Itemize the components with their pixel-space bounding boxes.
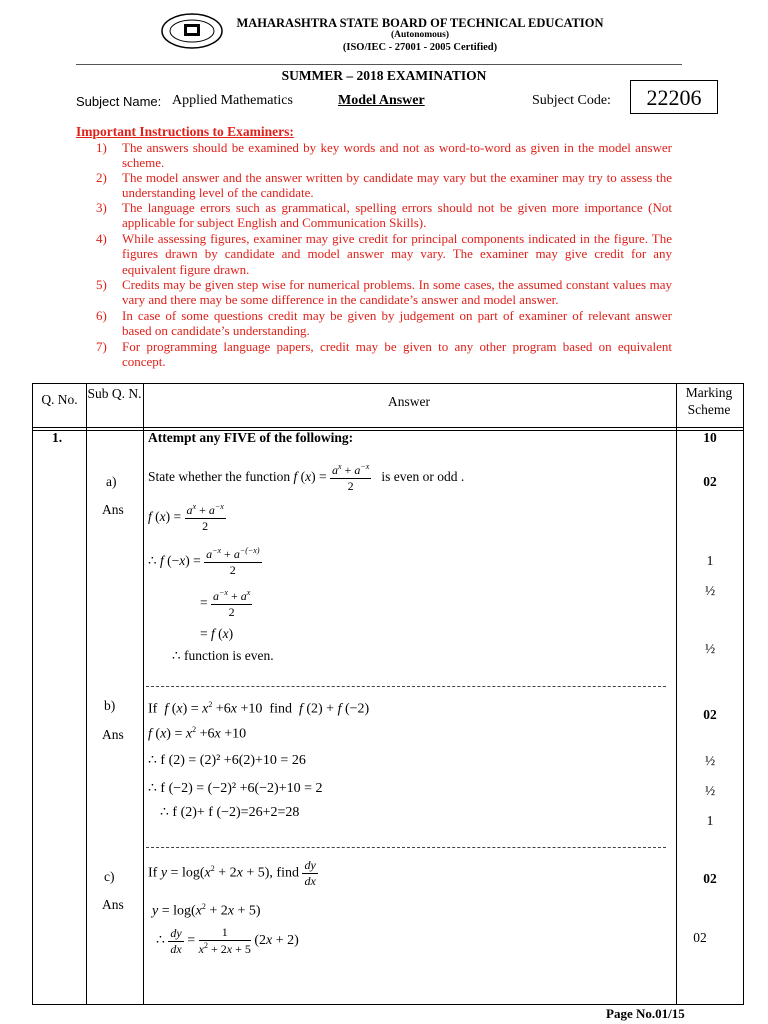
- instruction-number: 4): [96, 231, 107, 246]
- exam-title: SUMMER – 2018 EXAMINATION: [281, 68, 487, 83]
- instruction-number: 3): [96, 200, 107, 215]
- header-divider: [76, 64, 682, 65]
- sub-a-ans: Ans: [102, 502, 124, 517]
- instruction-text: The answers should be examined by key words and not as word-to-word as given in the model answer scheme.: [122, 140, 672, 171]
- question-number: 1.: [52, 430, 63, 445]
- c-mark-1: 02: [693, 930, 707, 945]
- b-mark-1: ½: [704, 753, 716, 768]
- divider-b-c: [146, 847, 666, 848]
- instruction-text: For programming language papers, credit may be given to any other program based on equivalent concept.: [122, 339, 672, 370]
- a-step2: ∴ f (−x) = $\frac{a^{-x} + a^{-(-x)}}{2}$: [148, 546, 260, 577]
- instruction-number: 2): [96, 170, 107, 185]
- sub-c-marks: 02: [703, 871, 717, 886]
- msbte-logo: [160, 12, 224, 50]
- instruction-text: Credits may be given step wise for numerical problems. In some cases, the assumed constant values may vary and there may be some difference in the candidate’s answer and model answer.: [122, 277, 672, 308]
- sub-a-question: State whether the function f (x) = $\frac{a^x + a^{-x}}{2}$ is even or odd .: [148, 462, 465, 493]
- sub-b-marks: 02: [703, 707, 717, 722]
- b-step3: ∴ f (−2) = (−2)² +6(−2)+10 = 2: [148, 781, 323, 796]
- col-q-no: Q. No.: [41, 392, 78, 407]
- a-step3: = $\frac{a^{-x} + a^x}{2}$: [200, 588, 251, 619]
- instruction-text: The model answer and the answer written by candidate may vary but the examiner may try to assess the understanding level of the candidate.: [122, 170, 672, 201]
- question-marks: 10: [703, 430, 717, 445]
- instruction-number: 1): [96, 140, 107, 155]
- b-step2: ∴ f (2) = (2)² +6(2)+10 = 26: [148, 753, 306, 768]
- subject-code: 22206: [630, 80, 718, 114]
- sub-a-label: a): [106, 474, 117, 489]
- instructions-title: Important Instructions to Examiners:: [76, 124, 294, 139]
- model-answer: Model Answer: [338, 93, 425, 108]
- col-marks: Marking Scheme: [685, 385, 733, 417]
- b-mark-2: ½: [704, 783, 716, 798]
- a-step4: = f (x): [200, 626, 234, 641]
- sub-c-ans: Ans: [102, 897, 124, 912]
- divider-a-b: [146, 686, 666, 687]
- instruction-number: 7): [96, 339, 107, 354]
- instruction-number: 6): [96, 308, 107, 323]
- board-name: MAHARASHTRA STATE BOARD OF TECHNICAL EDUCATION: [236, 16, 604, 30]
- page-number: Page No.01/15: [606, 1006, 685, 1021]
- b-step1: f $(x) = x^2 +6x +10$: [148, 725, 247, 742]
- a-mark-2: ½: [704, 583, 716, 598]
- certification: (ISO/IEC - 27001 - 2005 Certified): [342, 42, 498, 53]
- instruction-text: While assessing figures, examiner may give credit for principal components indicated in the figure. The figures drawn by candidate and model answer may vary. The examiner may give credit for any equivalent figure drawn.: [122, 231, 672, 277]
- b-mark-3: 1: [706, 813, 714, 828]
- instruction-number: 5): [96, 277, 107, 292]
- c-step2: ∴ $\frac{dy}{dx}$ = $\frac{1}{x^2 + 2x + 5}$ (2x + 2): [156, 925, 299, 956]
- c-step1: $y = \log(x^2 + 2x + 5)$: [152, 902, 261, 919]
- sub-b-label: b): [104, 698, 116, 713]
- a-conclusion: ∴ function is even.: [172, 648, 274, 663]
- subject-label: Subject Name:: [76, 94, 162, 109]
- sub-c-question: If $y = \log(x^2 + 2x + 5)$, find $\frac{dy}{dx}$: [148, 858, 316, 888]
- sub-c-label: c): [104, 869, 115, 884]
- b-step4: ∴ f (2)+ f (−2)=26+2=28: [160, 805, 300, 820]
- a-mark-3: ½: [704, 641, 716, 656]
- col-sub-q: Sub Q. N.: [87, 386, 142, 401]
- a-mark-1: 1: [706, 553, 714, 568]
- col-answer: Answer: [388, 394, 430, 409]
- instruction-text: The language errors such as grammatical, spelling errors should not be given more importance (Not applicable for subject English and Communication Skills).: [122, 200, 672, 231]
- subject-code-label: Subject Code:: [532, 93, 611, 108]
- sub-a-marks: 02: [703, 474, 717, 489]
- instruction-text: In case of some questions credit may be given by judgement on part of examiner of relevant answer based on candidate’s understanding.: [122, 308, 672, 339]
- a-step1: f (x) = $\frac{a^x + a^{-x}}{2}$: [148, 502, 224, 533]
- subject-name: Applied Mathematics: [172, 93, 293, 108]
- question-title: Attempt any FIVE of the following:: [148, 430, 354, 445]
- autonomous-label: (Autonomous): [390, 30, 450, 40]
- sub-b-question: If f $(x) = x^2 +6x +10$ find f (2) + f (−2): [148, 700, 370, 717]
- sub-b-ans: Ans: [102, 727, 124, 742]
